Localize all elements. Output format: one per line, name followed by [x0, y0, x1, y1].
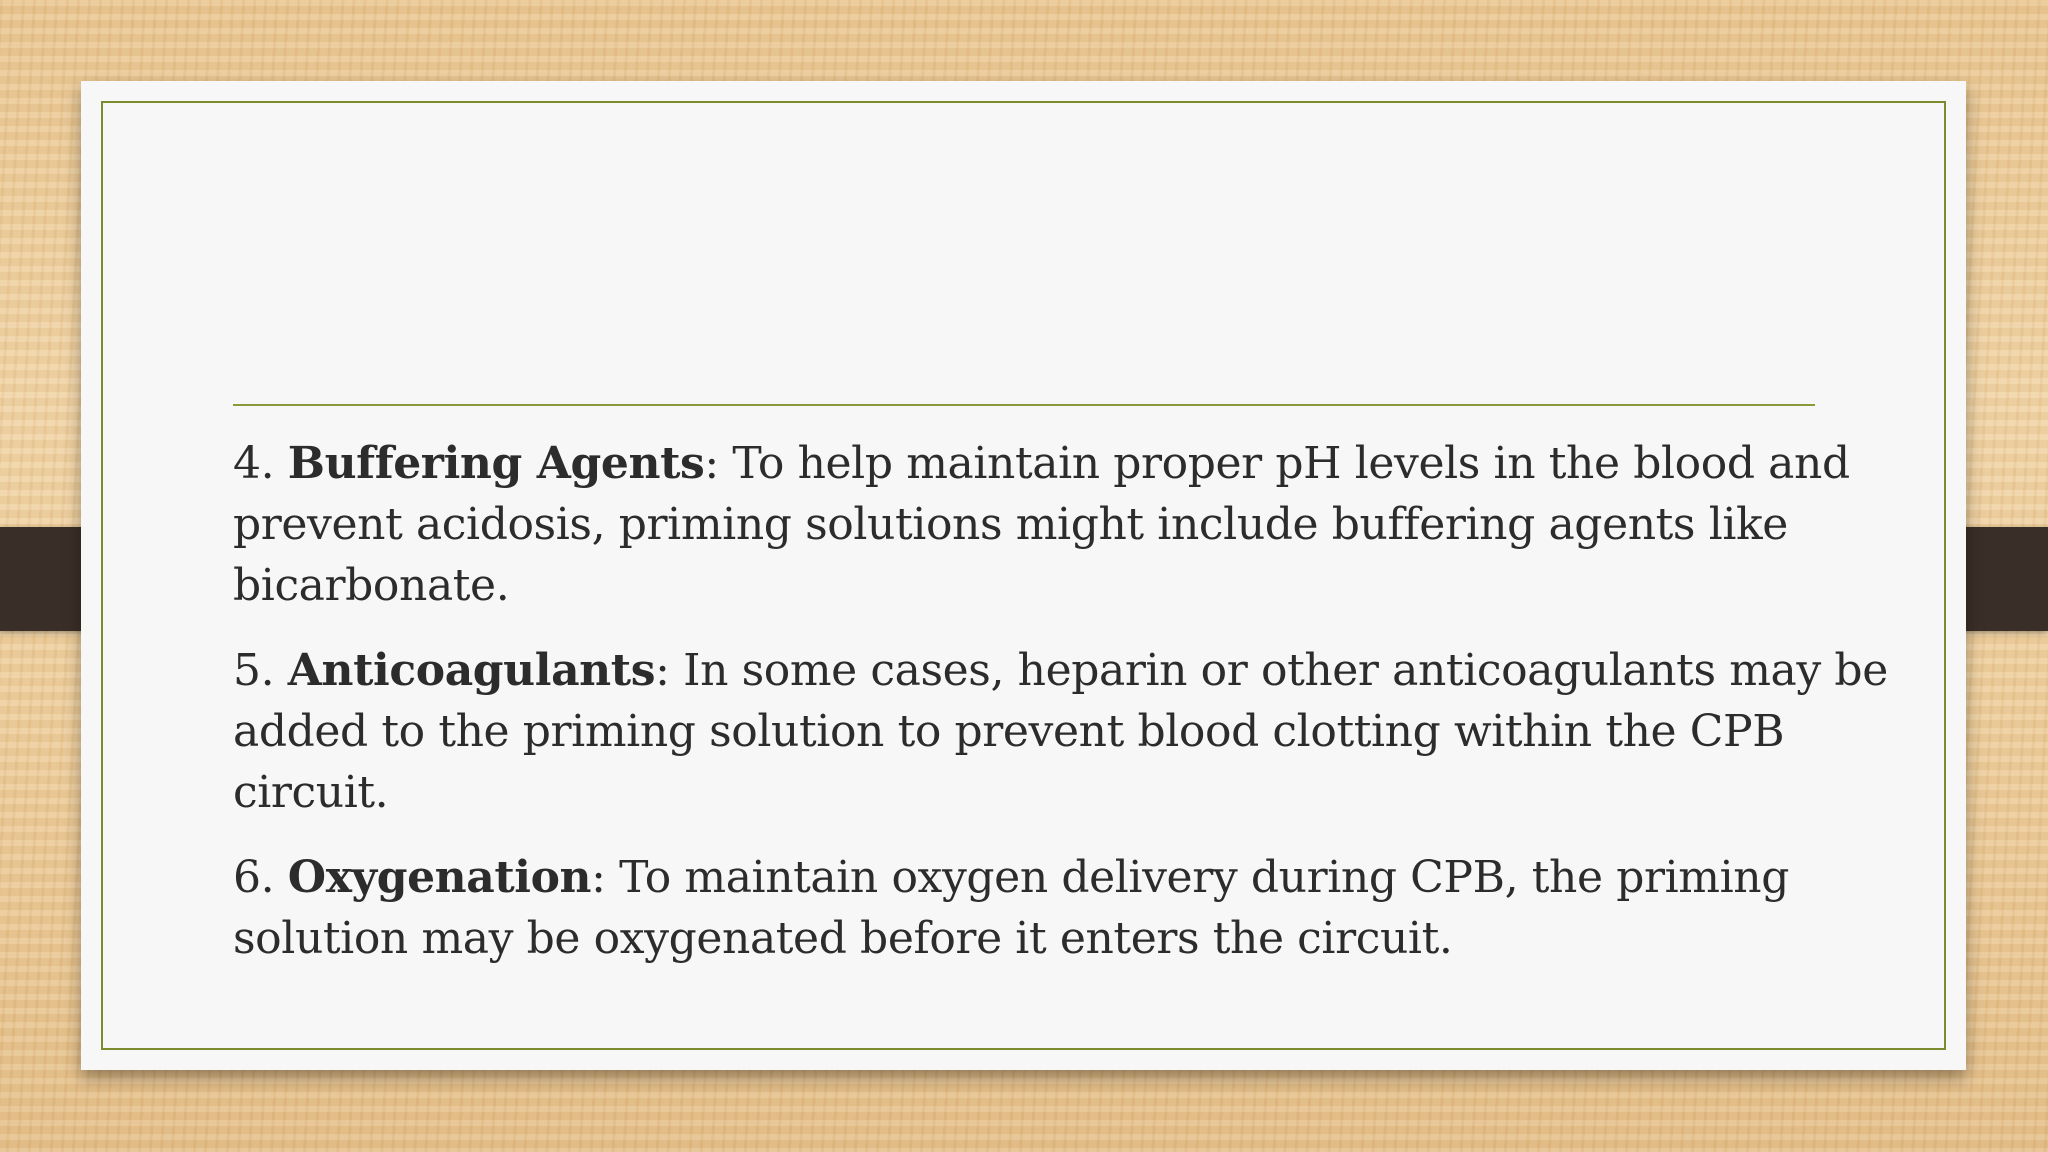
point-anticoagulants	[233, 640, 1893, 823]
point-number: 5.	[233, 645, 288, 696]
point-term: Anticoagulants	[287, 645, 656, 696]
point-body: : To maintain oxygen delivery during CPB, the priming solution may be oxygenated before it enters the circuit.	[233, 852, 1789, 964]
point-body: : In some cases, heparin or other anticoagulants may be added to the priming solution to prevent blood clotting within the CPB circuit.	[233, 645, 1888, 818]
point-buffering-agents	[233, 433, 1893, 616]
title-divider	[233, 404, 1815, 406]
point-oxygenation	[233, 847, 1893, 969]
slide-content	[233, 433, 1893, 993]
point-body: : To help maintain proper pH levels in the blood and prevent acidosis, priming solutions might include buffering agents like bicarbonate.	[233, 438, 1850, 611]
point-term: Buffering Agents	[287, 438, 705, 489]
point-number: 4.	[233, 438, 275, 489]
point-number: 6.	[233, 852, 288, 903]
slide	[81, 81, 1966, 1070]
point-term: Oxygenation	[287, 852, 592, 903]
